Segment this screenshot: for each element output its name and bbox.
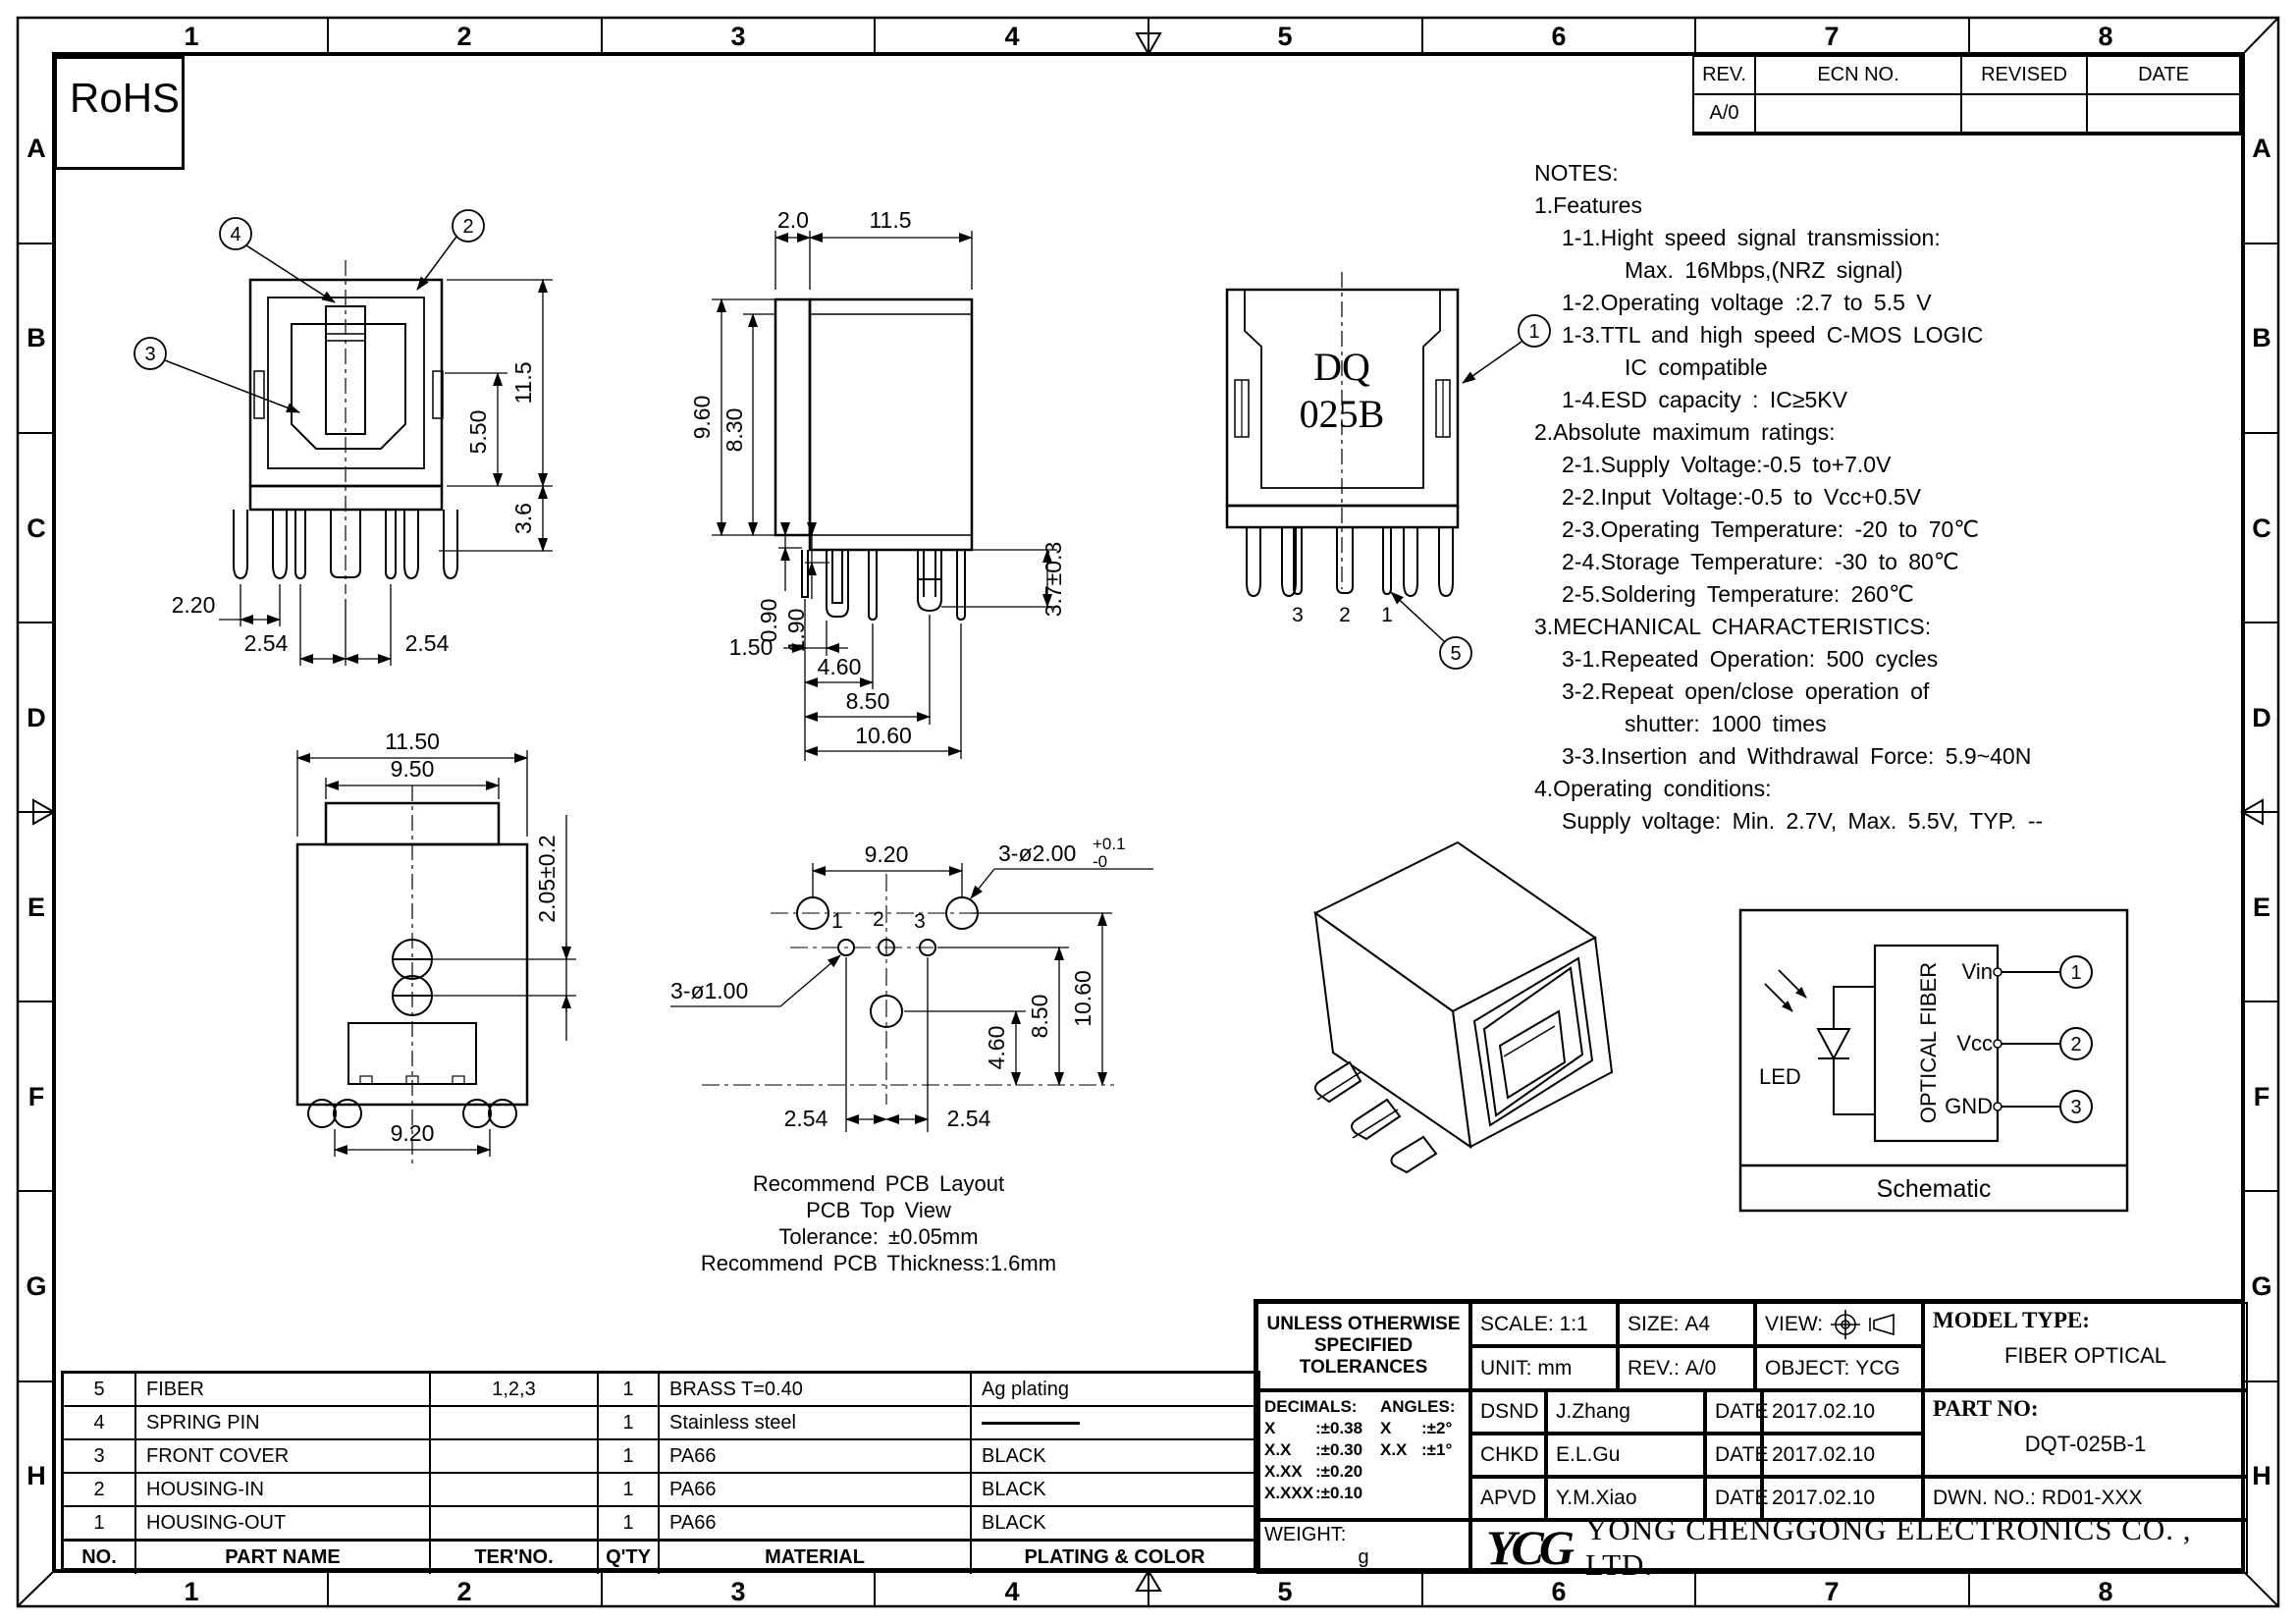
led-label: LED: [1759, 1064, 1801, 1089]
pcb-pin-3: 3: [914, 910, 926, 933]
pin-gnd-label: GND: [1945, 1094, 1993, 1118]
note-line: 3.MECHANICAL CHARACTERISTICS:: [1534, 614, 1932, 639]
pcb-centerlines: [702, 874, 1114, 1105]
side-dim-0-90: 0.90: [756, 598, 781, 643]
side-dim-8-50: 8.50: [845, 688, 890, 714]
front-callout-4: 4: [230, 224, 241, 245]
pcb-hole-big-label: 3-ø2.00: [998, 840, 1077, 866]
apvd-name: Y.M.Xiao: [1546, 1477, 1705, 1520]
note-line: 2-2.Input Voltage:-0.5 to Vcc+0.5V: [1562, 484, 1921, 510]
unit-label: UNIT:: [1480, 1356, 1532, 1380]
part-qty: 1: [599, 1440, 660, 1472]
part-name: HOUSING-OUT: [136, 1507, 431, 1539]
pcb-layout-view: [633, 781, 1173, 1164]
front-outline: [234, 260, 457, 594]
side-dim-10-60: 10.60: [855, 723, 912, 748]
part-terno: [431, 1474, 599, 1505]
part-no: 1: [64, 1507, 136, 1539]
header-part-name: PART NAME: [136, 1542, 431, 1574]
part-name: FRONT COVER: [136, 1440, 431, 1472]
note-line: shutter: 1000 times: [1625, 711, 1827, 736]
part-plating: BLACK: [982, 1444, 1046, 1467]
note-line: 2-4.Storage Temperature: -30 to 80℃: [1562, 549, 1959, 574]
pcb-hole-big-tol-dn: -0: [1093, 852, 1108, 871]
scale-label: SCALE:: [1480, 1312, 1554, 1335]
part-material: Stainless steel: [660, 1407, 972, 1438]
back-callout-1: 1: [1528, 321, 1540, 343]
object-label: OBJECT:: [1765, 1356, 1850, 1380]
chkd-date: 2017.02.10: [1762, 1434, 1923, 1477]
zone-row-c-r: C: [2252, 514, 2271, 543]
front-dim-2-20: 2.20: [171, 592, 216, 618]
tol-dv: :±0.30: [1315, 1440, 1363, 1459]
zone-col-5: 5: [1277, 22, 1293, 51]
zone-col-1b: 1: [184, 1577, 199, 1606]
dwn-no-cell: DWN. NO.: RD01-XXX: [1923, 1477, 2248, 1520]
note-line: 2-5.Soldering Temperature: 260℃: [1562, 581, 1914, 607]
front-dim-lines: [219, 280, 553, 666]
zone-row-a-r: A: [2252, 134, 2271, 163]
date-header: DATE: [2088, 57, 2241, 95]
dsnd-label: DSND: [1470, 1390, 1546, 1434]
part-terno: [431, 1440, 599, 1472]
note-line: 1-4.ESD capacity : IC≥5KV: [1562, 387, 1847, 412]
side-dim-3-7: 3.7±0.3: [1041, 541, 1066, 618]
tolerance-values-cell: [1256, 1390, 1470, 1520]
note-line: 3-2.Repeat open/close operation of: [1562, 678, 1930, 704]
front-callout-2: 2: [462, 216, 474, 238]
table-row: [64, 1440, 1257, 1474]
schematic-caption: Schematic: [1876, 1175, 1992, 1203]
rear-outline: [297, 785, 527, 1164]
side-dim-1-90: 1.90: [783, 608, 809, 653]
pcb-dim-2-54-r: 2.54: [946, 1106, 991, 1131]
part-no: 3: [64, 1440, 136, 1472]
note-line: NOTES:: [1534, 160, 1619, 186]
pcb-caption-line: Tolerance: ±0.05mm: [778, 1224, 979, 1249]
back-view: [1144, 260, 1585, 692]
model-type-cell: [1923, 1302, 2248, 1390]
optical-fiber-label: OPTICAL FIBER: [1916, 961, 1941, 1124]
front-dim-3-6: 3.6: [510, 503, 536, 534]
back-pin-1: 1: [1381, 604, 1393, 626]
part-no: 5: [64, 1374, 136, 1405]
table-row: [64, 1507, 1257, 1541]
note-line: Max. 16Mbps,(NRZ signal): [1625, 257, 1903, 283]
part-qty: 1: [599, 1507, 660, 1539]
pcb-hole-small-label: 3-ø1.00: [670, 978, 749, 1003]
rev-value: A/0: [1694, 95, 1756, 134]
zone-col-4: 4: [1004, 22, 1020, 51]
pcb-dim-2-54-l: 2.54: [783, 1106, 828, 1131]
part-plating: Ag plating: [982, 1378, 1069, 1400]
table-row: [64, 1407, 1257, 1440]
zone-row-f-r: F: [2253, 1082, 2270, 1111]
zone-row-a: A: [27, 134, 46, 163]
rear-view: [211, 717, 614, 1178]
zone-row-d: D: [27, 703, 46, 732]
side-view: [584, 187, 1114, 776]
iso-body: [1315, 842, 1612, 1147]
side-dim-2-0: 2.0: [777, 207, 809, 233]
front-dim-2-54-r: 2.54: [404, 630, 450, 656]
view-cell: [1755, 1302, 1923, 1346]
tol-dv: :±0.10: [1315, 1484, 1363, 1502]
object-value: YCG: [1855, 1356, 1900, 1380]
back-callouts: [1391, 315, 1550, 669]
notes-block: [1534, 157, 2280, 838]
note-line: 1-1.Hight speed signal transmission:: [1562, 225, 1941, 250]
chkd-label: CHKD: [1470, 1434, 1546, 1477]
back-pin-2: 2: [1339, 604, 1351, 626]
header-terno: TER'NO.: [431, 1542, 599, 1574]
tol-d: X.XX: [1264, 1462, 1303, 1481]
zone-row-g-r: G: [2251, 1272, 2272, 1301]
pin-vin-label: Vin: [1961, 959, 1993, 984]
ecn-value: [1756, 95, 1962, 134]
led-symbol: [1765, 970, 1875, 1114]
zone-col-3b: 3: [730, 1577, 746, 1606]
tol-d: X.X: [1264, 1440, 1292, 1459]
title-block: [1254, 1299, 2245, 1582]
rear-dim-11-50: 11.50: [385, 729, 440, 754]
tol-a: X: [1380, 1419, 1392, 1437]
tol-dv: :±0.20: [1315, 1462, 1363, 1481]
scale-value: 1:1: [1559, 1312, 1588, 1335]
pin-2-number: 2: [2070, 1034, 2082, 1056]
tol-d: X: [1264, 1419, 1276, 1437]
part-name: HOUSING-IN: [136, 1474, 431, 1505]
rev-label: REV.:: [1628, 1356, 1680, 1380]
projection-symbol-icon: [1829, 1310, 1901, 1339]
note-line: 2-3.Operating Temperature: -20 to 70℃: [1562, 516, 1980, 542]
zone-row-e-r: E: [2252, 893, 2270, 922]
dsnd-name: J.Zhang: [1546, 1390, 1705, 1434]
zone-col-1: 1: [184, 22, 199, 51]
back-marking-line1: DQ: [1313, 345, 1370, 389]
note-line: 3-1.Repeated Operation: 500 cycles: [1562, 646, 1939, 672]
part-terno: [431, 1407, 599, 1438]
object-cell: [1755, 1346, 1923, 1390]
part-plating: BLACK: [982, 1511, 1046, 1534]
weight-label: WEIGHT:: [1264, 1524, 1347, 1545]
side-dim-9-60: 9.60: [689, 395, 715, 440]
tolerance-title-line1: UNLESS OTHERWISE: [1266, 1314, 1461, 1334]
revised-value: [1962, 95, 2088, 134]
chkd-date-label: DATE: [1705, 1434, 1762, 1477]
part-terno: 1,2,3: [431, 1374, 599, 1405]
part-material: PA66: [660, 1507, 972, 1539]
isometric-view: [1129, 815, 1649, 1188]
zone-col-2b: 2: [456, 1577, 472, 1606]
model-type-label: MODEL TYPE:: [1933, 1308, 2090, 1332]
scale-cell: [1470, 1302, 1618, 1346]
side-dim-lines: [712, 231, 1057, 761]
zone-row-h-r: H: [2252, 1461, 2271, 1490]
part-material: PA66: [660, 1474, 972, 1505]
note-line: 1-2.Operating voltage :2.7 to 5.5 V: [1562, 290, 1932, 315]
header-material: MATERIAL: [660, 1542, 972, 1574]
note-line: 1.Features: [1534, 192, 1642, 218]
zone-col-8b: 8: [2098, 1577, 2113, 1606]
date-value: [2088, 95, 2241, 134]
tolerance-title-line2: SPECIFIED TOLERANCES: [1299, 1335, 1428, 1378]
zone-col-8: 8: [2098, 22, 2113, 51]
part-plating: [972, 1407, 1257, 1438]
apvd-date: 2017.02.10: [1762, 1477, 1923, 1520]
note-line: 2-1.Supply Voltage:-0.5 to+7.0V: [1562, 452, 1892, 477]
dsnd-date: 2017.02.10: [1762, 1390, 1923, 1434]
pcb-hole-big-tol-up: +0.1: [1093, 835, 1126, 853]
side-dim-8-30: 8.30: [721, 407, 747, 453]
note-line: 4.Operating conditions:: [1534, 776, 1772, 801]
part-no: 2: [64, 1474, 136, 1505]
weight-cell: [1256, 1520, 1470, 1574]
ycg-logo: YCG: [1486, 1519, 1570, 1575]
rohs-badge: RoHS: [54, 56, 185, 170]
back-callout-5: 5: [1450, 643, 1462, 665]
pcb-pin-2: 2: [873, 908, 884, 931]
note-line: 1-3.TTL and high speed C-MOS LOGIC: [1562, 322, 1984, 348]
company-name: YONG CHENGGONG ELECTRONICS CO. , LTD.: [1585, 1511, 2192, 1582]
part-material: PA66: [660, 1440, 972, 1472]
part-name: SPRING PIN: [136, 1407, 431, 1438]
front-dim-2-54-l: 2.54: [243, 630, 289, 656]
zone-row-d-r: D: [2252, 703, 2271, 732]
zone-col-7b: 7: [1824, 1577, 1840, 1606]
pcb-dim-10-60: 10.60: [1070, 970, 1095, 1027]
part-qty: 1: [599, 1374, 660, 1405]
side-outline: [775, 299, 972, 620]
parts-table: [61, 1371, 1260, 1571]
zone-row-h: H: [27, 1461, 46, 1490]
back-pin-3: 3: [1292, 604, 1304, 626]
rev-value: A/0: [1684, 1356, 1717, 1380]
part-terno: [431, 1507, 599, 1539]
chkd-name: E.L.Gu: [1546, 1434, 1705, 1477]
model-type-value: FIBER OPTICAL: [2003, 1343, 2167, 1368]
angles-label: ANGLES:: [1380, 1397, 1456, 1416]
zone-row-f: F: [27, 1082, 45, 1111]
part-no-cell: [1923, 1390, 2248, 1477]
revision-table: [1692, 55, 2243, 135]
dsnd-date-label: DATE: [1705, 1390, 1762, 1434]
pin-vcc-label: Vcc: [1956, 1031, 1993, 1056]
pcb-caption-line: Recommend PCB Thickness:1.6mm: [700, 1251, 1057, 1275]
zone-col-6b: 6: [1551, 1577, 1567, 1606]
front-dim-5-50: 5.50: [465, 409, 491, 455]
tol-av: :±2°: [1421, 1419, 1453, 1437]
size-label: SIZE:: [1628, 1312, 1680, 1335]
note-line: Supply voltage: Min. 2.7V, Max. 5.5V, TYP. --: [1562, 808, 2044, 834]
parts-table-header: [64, 1541, 1257, 1574]
note-line: 3-3.Insertion and Withdrawal Force: 5.9~40N: [1562, 743, 2032, 769]
pin-1-number: 1: [2070, 962, 2082, 984]
pcb-holes: [797, 897, 978, 1027]
part-no-value: DQT-025B-1: [2024, 1432, 2147, 1456]
side-dim-11-5: 11.5: [869, 207, 912, 233]
zone-row-c: C: [27, 514, 46, 543]
front-dim-11-5: 11.5: [510, 361, 536, 405]
zone-col-2: 2: [456, 22, 472, 51]
apvd-label: APVD: [1470, 1477, 1546, 1520]
pcb-dim-4-60: 4.60: [984, 1025, 1009, 1070]
table-row: [64, 1374, 1257, 1407]
rear-dim-lines: [297, 750, 576, 1157]
size-cell: [1618, 1302, 1755, 1346]
front-callouts: [134, 210, 484, 412]
weight-value: g: [1358, 1546, 1369, 1568]
tol-av: :±1°: [1421, 1440, 1453, 1459]
tol-d: X.XXX: [1264, 1484, 1314, 1502]
part-no-label: PART NO:: [1933, 1396, 2039, 1421]
pcb-pin-1: 1: [831, 910, 843, 933]
apvd-date-label: DATE: [1705, 1477, 1762, 1520]
revised-header: REVISED: [1962, 57, 2088, 95]
zone-col-3: 3: [730, 22, 746, 51]
pcb-caption: [648, 1170, 1109, 1276]
tol-dv: :±0.38: [1315, 1419, 1363, 1437]
table-row: [64, 1474, 1257, 1507]
back-marking-line2: 025B: [1299, 392, 1385, 436]
pcb-caption-line: Recommend PCB Layout: [752, 1171, 1005, 1196]
decimals-label: DECIMALS:: [1264, 1397, 1358, 1416]
header-qty: Q'TY: [599, 1542, 660, 1574]
pcb-dim-8-50: 8.50: [1027, 994, 1052, 1039]
pcb-caption-line: PCB Top View: [806, 1198, 951, 1222]
zone-col-7: 7: [1824, 22, 1840, 51]
part-material: BRASS T=0.40: [660, 1374, 972, 1405]
zone-row-g: G: [26, 1272, 47, 1301]
side-dim-1-50: 1.50: [728, 634, 774, 660]
unit-value: mm: [1537, 1356, 1573, 1380]
note-line: IC compatible: [1625, 354, 1768, 380]
ecn-header: ECN NO.: [1756, 57, 1962, 95]
company-cell: [1470, 1511, 2248, 1582]
part-qty: 1: [599, 1407, 660, 1438]
rev-header: REV.: [1694, 57, 1756, 95]
note-line: 2.Absolute maximum ratings:: [1534, 419, 1836, 445]
zone-col-5b: 5: [1277, 1577, 1293, 1606]
front-view: [83, 187, 584, 687]
unit-cell: [1470, 1346, 1618, 1390]
tol-a: X.X: [1380, 1440, 1408, 1459]
rear-dim-9-20: 9.20: [390, 1120, 435, 1146]
front-callout-3: 3: [144, 344, 156, 365]
part-plating: BLACK: [982, 1478, 1046, 1500]
header-plating: PLATING & COLOR: [1024, 1546, 1205, 1568]
rev-cell: [1618, 1346, 1755, 1390]
zone-row-e: E: [27, 893, 45, 922]
rear-dim-9-50: 9.50: [390, 756, 435, 782]
zone-row-b-r: B: [2252, 323, 2271, 352]
part-qty: 1: [599, 1474, 660, 1505]
pcb-dim-9-20: 9.20: [864, 841, 909, 867]
side-dim-4-60: 4.60: [817, 654, 862, 679]
view-label: VIEW:: [1765, 1312, 1824, 1335]
zone-row-b: B: [27, 323, 46, 352]
plating-dash-line: [982, 1422, 1080, 1425]
pin-3-number: 3: [2070, 1097, 2082, 1118]
schematic-view: [1735, 901, 2133, 1220]
part-name: FIBER: [136, 1374, 431, 1405]
rear-dim-2-05: 2.05±0.2: [534, 835, 560, 923]
zone-col-6: 6: [1551, 22, 1567, 51]
part-no: 4: [64, 1407, 136, 1438]
header-no: NO.: [64, 1542, 136, 1574]
size-value: A4: [1684, 1312, 1711, 1335]
zone-col-4b: 4: [1004, 1577, 1020, 1606]
